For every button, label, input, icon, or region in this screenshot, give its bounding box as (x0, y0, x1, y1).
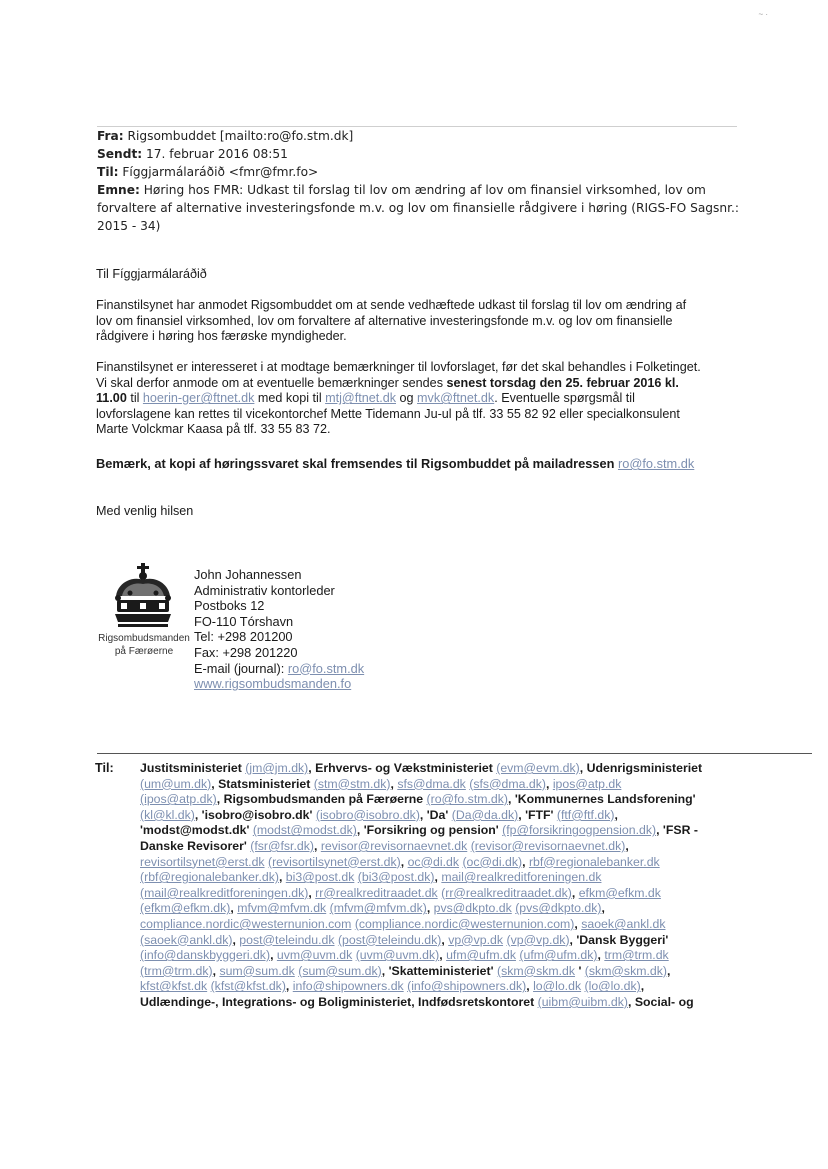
recipient-email-link[interactable]: (ufm@ufm.dk) (519, 948, 598, 963)
recipient-email-link[interactable]: (pvs@dkpto.dk) (515, 901, 602, 916)
paragraph-2-line (96, 376, 701, 392)
recipient-email-link[interactable]: (ftf@ftf.dk) (556, 807, 615, 822)
recipient-email-link[interactable]: (mfvm@mfvm.dk) (329, 901, 427, 916)
text-fragment: til (126, 391, 143, 406)
recipient-email-link[interactable]: mail@realkreditforeningen.dk (441, 870, 602, 885)
recipient-email-link[interactable]: (skm@skm.dk (496, 963, 576, 978)
text-fragment: og (396, 391, 418, 406)
recipient-email-link[interactable]: mfvm@mfvm.dk (237, 901, 327, 916)
mtj-email-link[interactable]: mtj@ftnet.dk (325, 391, 397, 406)
recipient-text: ' (575, 963, 585, 978)
recipient-email-link[interactable]: (ro@fo.stm.dk) (426, 792, 508, 807)
royal-crown-crest-icon (108, 562, 178, 632)
recipients-line (140, 808, 720, 824)
recipient-email-link[interactable]: (mail@realkreditforeningen.dk) (140, 885, 309, 900)
recipient-email-link[interactable]: (info@danskbyggeri.dk) (140, 948, 271, 963)
recipient-email-link[interactable]: (rbf@regionalebanker.dk) (140, 870, 279, 885)
recipients-line (140, 964, 720, 980)
recipients-line (140, 839, 720, 855)
recipient-email-link[interactable]: post@teleindu.dk (239, 932, 335, 947)
recipient-text: , 'FSR - (656, 823, 698, 838)
recipient-email-link[interactable]: ufm@ufm.dk (446, 948, 516, 963)
from-value: Rigsombuddet [mailto:ro@fo.stm.dk] (127, 129, 354, 143)
recipient-text: , (601, 901, 605, 916)
deadline-intro: Vi skal derfor anmode om at eventuelle bemærkninger sendes (96, 375, 447, 390)
recipient-email-link[interactable]: (rr@realkreditraadet.dk) (441, 885, 572, 900)
recipient-email-link[interactable]: (revisor@revisornaevnet.dk) (470, 838, 626, 853)
signature-email-line (194, 661, 364, 677)
recipient-email-link[interactable]: trm@trm.dk (604, 948, 669, 963)
recipient-text: , (522, 854, 529, 869)
recipient-email-link[interactable]: (kfst@kfst.dk) (210, 979, 286, 994)
recipient-text: , (212, 963, 220, 978)
hoering-email-link[interactable]: hoerin-ger@ftnet.dk (142, 391, 255, 406)
recipient-text: Justitsministeriet (140, 761, 246, 775)
recipients-divider (97, 753, 812, 754)
recipient-text: , (400, 854, 408, 869)
recipients-list (140, 761, 720, 1011)
recipient-text: , 'Skatteministeriet' (381, 963, 497, 978)
recipient-text: , (666, 963, 671, 978)
recipient-text: , (278, 870, 286, 885)
recipient-text: , (571, 885, 579, 900)
recipient-email-link[interactable]: (fsr@fsr.dk) (250, 838, 314, 853)
paragraph-1-line: Finanstilsynet har anmodet Rigsombuddet om at sende vedhæftede udkast til forslag til lov om ændring af (96, 298, 687, 312)
recipient-email-link[interactable]: (sfs@dma.dk) (469, 776, 546, 791)
paragraph-2 (96, 360, 701, 438)
recipient-text: , (439, 948, 447, 963)
signature-address: Postboks 12 (194, 598, 265, 614)
recipient-text: , Rigsombudsmanden på Færøerne (216, 792, 427, 807)
recipient-email-link[interactable]: rbf@regionalebanker.dk (528, 854, 660, 869)
recipient-text: 'modst@modst.dk' (140, 823, 253, 838)
recipient-text: , (625, 838, 629, 853)
recipient-text: , (441, 932, 449, 947)
recipient-text: , 'Forsikring og pension' (356, 823, 503, 838)
signature-email-link[interactable]: ro@fo.stm.dk (287, 660, 365, 676)
recipient-text: , 'Kommunernes Landsforening' (508, 792, 696, 807)
recipient-text: , (308, 885, 316, 900)
salutation: Til Fíggjarmálaráðið (96, 267, 207, 281)
recipient-email-link[interactable]: (uibm@uibm.dk) (537, 994, 628, 1009)
recipient-email-link[interactable]: (revisortilsynet@erst.dk) (267, 854, 401, 869)
signature-tel: Tel: +298 201200 (194, 629, 293, 645)
recipient-text: , (426, 901, 434, 916)
recipient-text: , (640, 979, 645, 994)
recipient-email-link[interactable]: rr@realkreditraadet.dk (315, 885, 438, 900)
recipient-email-link[interactable]: info@shipowners.dk (292, 979, 404, 994)
text-fragment: . Eventuelle spørgsmål til (494, 391, 635, 406)
signature-address: FO-110 Tórshavn (194, 613, 294, 629)
recipient-email-link[interactable]: bi3@post.dk (285, 870, 355, 885)
recipient-email-link[interactable]: vp@vp.dk (448, 932, 504, 947)
recipient-email-link[interactable]: (bi3@post.dk) (357, 870, 435, 885)
recipients-line (140, 792, 720, 808)
signature-email-label: E-mail (journal): (194, 660, 288, 676)
subject-text-1: Høring hos FMR: Udkast til forslag til lov om ændring af lov om finansiel virksomhed, lov om (143, 183, 706, 197)
recipient-email-link[interactable]: (ipos@atp.dk) (140, 792, 217, 807)
subject-label: Emne: (97, 183, 140, 197)
recipient-text: Udlændinge-, Integrations- og Boligministeriet, Indfødsretskontoret (140, 994, 538, 1009)
recipients-line (140, 855, 720, 871)
recipient-email-link[interactable]: revisortilsynet@erst.dk (140, 854, 265, 869)
recipient-email-link[interactable]: (um@um.dk) (140, 776, 212, 791)
mvk-email-link[interactable]: mvk@ftnet.dk (417, 391, 495, 406)
recipients-line (140, 870, 720, 886)
recipient-email-link[interactable]: (compliance.nordic@westernunion.com) (354, 916, 575, 931)
recipient-email-link[interactable]: revisor@revisornaevnet.dk (320, 838, 468, 853)
notice-line (96, 456, 694, 472)
recipient-email-link[interactable]: saoek@ankl.dk (581, 916, 666, 931)
recipient-text: , 'isobro@isobro.dk' (194, 807, 316, 822)
text-fragment: med kopi til (254, 391, 326, 406)
paragraph-1 (96, 298, 686, 345)
to-line (97, 163, 318, 181)
recipients-line (140, 823, 720, 839)
recipients-line (140, 886, 720, 902)
recipient-email-link[interactable]: ipos@atp.dk (552, 776, 622, 791)
recipient-text: , 'FTF' (518, 807, 557, 822)
recipient-text: , Statsministeriet (211, 776, 314, 791)
sent-line (97, 145, 288, 163)
recipient-email-link[interactable]: (modst@modst.dk) (252, 823, 357, 838)
recipient-email-link[interactable]: (vp@vp.dk) (506, 932, 570, 947)
sent-value: 17. februar 2016 08:51 (146, 147, 288, 161)
recipient-text: , (526, 979, 534, 994)
recipient-email-link[interactable]: (skm@skm.dk) (584, 963, 667, 978)
signature-block (194, 567, 364, 692)
signature-fax: Fax: +298 201220 (194, 644, 298, 660)
recipient-text: , (390, 776, 398, 791)
recipient-text: , 'Dansk Byggeri' (569, 932, 669, 947)
recipient-text: , Social- og (628, 994, 694, 1009)
recipient-email-link[interactable]: kfst@kfst.dk (140, 979, 208, 994)
recipient-email-link[interactable]: (lo@lo.dk) (584, 979, 641, 994)
recipient-text: , Erhvervs- og Vækstministeriet (308, 761, 497, 775)
signature-website-link[interactable]: www.rigsombudsmanden.fo (194, 676, 352, 692)
recipient-text: , (614, 807, 618, 822)
recipients-line (140, 777, 720, 793)
recipient-text: , (597, 948, 605, 963)
recipient-text: , 'Da' (419, 807, 452, 822)
paragraph-1-line: rådgivere i høring hos færøske myndigheder. (96, 329, 347, 344)
to-label: Til: (97, 165, 119, 179)
recipients-line (140, 979, 720, 995)
signature-name: John Johannessen (194, 567, 302, 582)
deadline-time: 11.00 (96, 391, 127, 406)
recipient-email-link[interactable]: lo@lo.dk (533, 979, 582, 994)
recipient-email-link[interactable]: compliance.nordic@westernunion.com (140, 916, 352, 931)
recipient-text: , Udenrigsministeriet (579, 761, 703, 775)
notice-email-link[interactable]: ro@fo.stm.dk (618, 456, 695, 471)
recipient-email-link[interactable]: (jm@jm.dk) (245, 761, 309, 775)
recipient-text: , (232, 932, 240, 947)
recipients-line (140, 948, 720, 964)
subject-line (97, 181, 737, 199)
sent-label: Sendt: (97, 147, 143, 161)
crest-caption-line: Rigsombudsmanden (98, 633, 190, 644)
from-label: Fra: (97, 129, 124, 143)
recipient-email-link[interactable]: (saoek@ankl.dk) (140, 932, 233, 947)
recipient-text: , (434, 870, 442, 885)
recipient-email-link[interactable]: oc@di.dk (407, 854, 460, 869)
recipient-email-link[interactable]: (evm@evm.dk) (496, 761, 580, 775)
recipient-text: Danske Revisorer' (140, 838, 251, 853)
recipient-email-link[interactable]: (isobro@isobro.dk) (315, 807, 420, 822)
recipient-email-link[interactable]: (sum@sum.dk) (298, 963, 382, 978)
crest-caption (94, 632, 194, 658)
recipient-email-link[interactable]: sfs@dma.dk (397, 776, 466, 791)
recipient-email-link[interactable]: (kl@kl.dk) (140, 807, 195, 822)
from-line (97, 127, 353, 145)
closing: Med venlig hilsen (96, 504, 194, 518)
recipient-text: , (270, 948, 277, 963)
subject-line-3: 2015 - 34) (97, 219, 161, 233)
to-value: Fíggjarmálaráðið <fmr@fmr.fo> (122, 165, 319, 179)
recipients-line (140, 917, 720, 933)
paragraph-1-line: lov om finansiel virksomhed, lov om forvaltere af alternative investeringsfonde m.v. og lov om finansielle (96, 313, 673, 328)
crest-caption-line: på Færøerne (114, 646, 174, 657)
recipient-email-link[interactable]: (info@shipowners.dk) (407, 979, 527, 994)
recipient-email-link[interactable]: uvm@uvm.dk (276, 948, 353, 963)
recipient-text: , (545, 776, 553, 791)
recipient-email-link[interactable]: efkm@efkm.dk (578, 885, 661, 900)
recipient-text: , (230, 901, 238, 916)
recipient-email-link[interactable]: (trm@trm.dk) (140, 963, 213, 978)
notice-text: Bemærk, at kopi af høringssvaret skal fremsendes til Rigsombuddet på mailadressen (96, 456, 618, 471)
recipient-email-link[interactable]: (uvm@uvm.dk) (355, 948, 440, 963)
corner-marks: ~ · (758, 10, 768, 19)
recipient-text: , (574, 916, 582, 931)
recipients-line (140, 995, 720, 1011)
recipient-email-link[interactable]: sum@sum.dk (219, 963, 295, 978)
recipient-email-link[interactable]: (efkm@efkm.dk) (140, 901, 231, 916)
recipient-email-link[interactable]: (fp@forsikringogpension.dk) (502, 823, 657, 838)
subject-line-2: forvaltere af alternative investeringsfonde m.v. og lov om finansielle rådgivere i høring (RIGS-FO Sagsnr.: (97, 201, 739, 215)
recipient-email-link[interactable]: (post@teleindu.dk) (337, 932, 442, 947)
recipient-email-link[interactable]: (Da@da.dk) (451, 807, 519, 822)
paragraph-2-line: Finanstilsynet er interesseret i at modtage bemærkninger til lovforslaget, før det skal behandles i Folketinget. (96, 360, 701, 374)
recipient-text: , (285, 979, 293, 994)
recipients-line (140, 761, 720, 777)
deadline-date: senest torsdag den 25. februar 2016 kl. (446, 375, 679, 390)
recipients-label: Til: (95, 761, 114, 775)
recipient-email-link[interactable]: pvs@dkpto.dk (433, 901, 512, 916)
recipient-email-link[interactable]: (stm@stm.dk) (313, 776, 391, 791)
paragraph-2-line: Marte Volckmar Kaasa på tlf. 33 55 83 72. (96, 422, 331, 437)
paragraph-2-line: lovforslagene kan rettes til vicekontorchef Mette Tidemann Ju-ul på tlf. 33 55 82 92 eller specialkonsulent (96, 406, 680, 421)
recipient-text: , (313, 838, 321, 853)
recipients-line (140, 901, 720, 917)
paragraph-2-line (96, 391, 701, 407)
recipient-email-link[interactable]: (oc@di.dk) (462, 854, 523, 869)
recipients-line (140, 933, 720, 949)
signature-title: Administrativ kontorleder (194, 582, 335, 598)
